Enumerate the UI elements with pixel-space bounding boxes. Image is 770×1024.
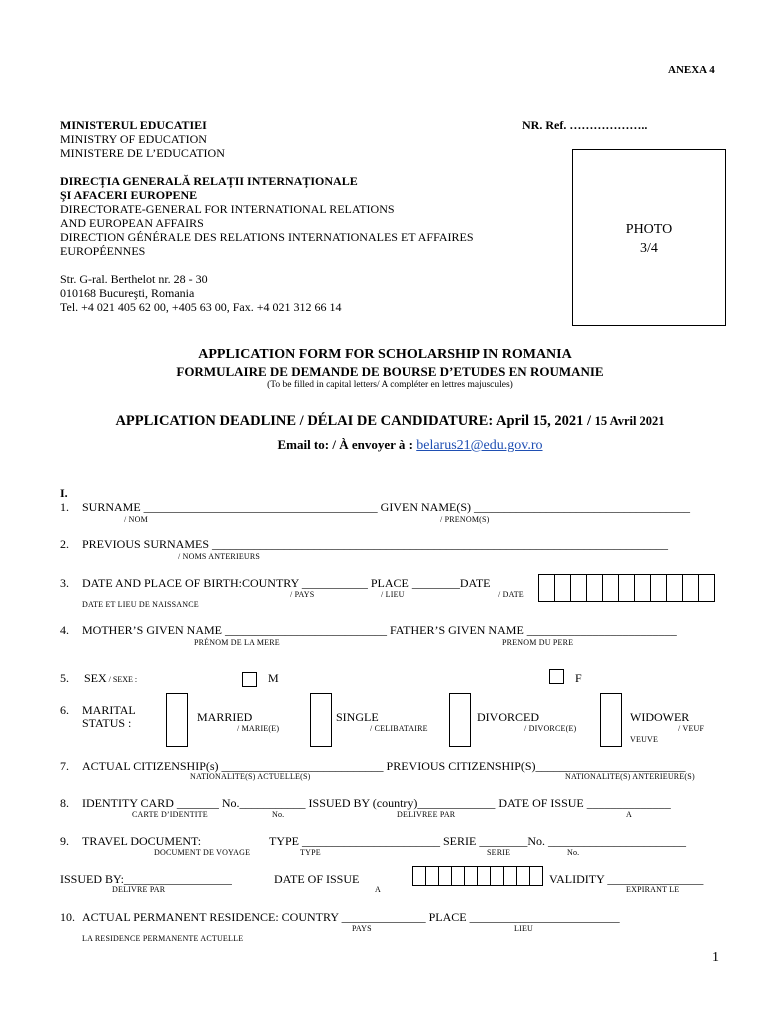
travel-type-sub: TYPE xyxy=(300,848,321,857)
field-9-num: 9. xyxy=(60,834,69,848)
directorate-ro-2: ŞI AFACERI EUROPENE xyxy=(60,188,198,202)
identity-issued-sub: DELIVREE PAR xyxy=(397,810,456,819)
issue-date-label: DATE OF ISSUE xyxy=(274,872,360,886)
field-8-num: 8. xyxy=(60,796,69,810)
deadline-label: APPLICATION DEADLINE / DÉLAI DE CANDIDATURE: April 15, 2021 / xyxy=(115,413,595,429)
ministry-en: MINISTRY OF EDUCATION xyxy=(60,132,207,146)
given-name-sub: / PRENOM(S) xyxy=(440,515,490,524)
married-box[interactable] xyxy=(166,693,188,747)
previous-citizenship-sub: NATIONALITE(S) ANTERIEURE(S) xyxy=(565,772,695,781)
field-3-num: 3. xyxy=(60,576,69,590)
email-label: Email to: / À envoyer à : xyxy=(277,437,417,452)
field-10-num: 10. xyxy=(60,910,75,924)
photo-label: PHOTO xyxy=(625,222,673,237)
validity-sub: EXPIRANT LE xyxy=(626,885,680,894)
mother-sub: PRÉNOM DE LA MERE xyxy=(194,638,280,647)
issued-by-sub: DELIVRE PAR xyxy=(112,885,166,894)
widower-label: WIDOWER xyxy=(630,710,690,724)
previous-surnames-sub: / NOMS ANTERIEURS xyxy=(178,552,261,561)
married-sub: / MARIE(E) xyxy=(237,724,280,733)
nr-ref[interactable]: NR. Ref. ……………….. xyxy=(522,118,648,132)
annex-label: ANEXA 4 xyxy=(668,64,715,76)
travel-serie-sub: SERIE xyxy=(487,848,511,857)
identity-card-field[interactable]: IDENTITY CARD _______ No.___________ ISSUED BY (country)_____________ DATE OF ISSUE ______________ xyxy=(82,796,671,810)
directorate-ro-1: DIRECȚIA GENERALĂ RELAȚII INTERNAȚIONALE xyxy=(60,174,358,188)
residence-country-sub: PAYS xyxy=(352,924,372,933)
deadline xyxy=(0,413,770,430)
ministry-fr: MINISTERE DE L’EDUCATION xyxy=(60,146,225,160)
title-fr: FORMULAIRE DE DEMANDE DE BOURSE D’ETUDES EN ROUMANIE xyxy=(176,364,604,379)
directorate-en-2: AND EUROPEAN AFFAIRS xyxy=(60,216,204,230)
birth-country-sub: / PAYS xyxy=(290,590,315,599)
identity-date-sub: A xyxy=(626,810,632,819)
married-label: MARRIED xyxy=(197,710,253,724)
field-1-num: 1. xyxy=(60,500,69,514)
residence-place-sub: LIEU xyxy=(514,924,534,933)
birth-sub: DATE ET LIEU DE NAISSANCE xyxy=(82,600,199,609)
fill-note: (To be filled in capital letters/ A compléter en lettres majuscules) xyxy=(267,380,513,390)
deadline-fr: 15 Avril 2021 xyxy=(594,414,665,428)
single-label: SINGLE xyxy=(336,710,379,724)
residence-field[interactable]: ACTUAL PERMANENT RESIDENCE: COUNTRY ______________ PLACE _________________________ xyxy=(82,910,620,924)
previous-surnames-field[interactable]: PREVIOUS SURNAMES ____________________________________________________________________________ xyxy=(82,537,669,551)
sex-label: SEX / SEXE : xyxy=(84,671,138,685)
citizenship-sub: NATIONALITE(S) ACTUELLE(S) xyxy=(190,772,311,781)
issue-date-boxes[interactable] xyxy=(412,866,543,886)
field-7-num: 7. xyxy=(60,759,69,773)
field-2-num: 2. xyxy=(60,537,69,551)
widower-box[interactable] xyxy=(600,693,622,747)
email-link[interactable]: belarus21@edu.gov.ro xyxy=(416,438,543,453)
travel-document-label: TRAVEL DOCUMENT: xyxy=(82,834,202,848)
travel-no-sub: No. xyxy=(567,848,580,857)
directorate-en-1: DIRECTORATE-GENERAL FOR INTERNATIONAL RELATIONS xyxy=(60,202,395,216)
directorate-fr-2: EUROPÉENNES xyxy=(60,244,146,258)
parents-field[interactable]: MOTHER’S GIVEN NAME ___________________________ FATHER’S GIVEN NAME _________________________ xyxy=(82,623,677,637)
birth-date-sub: / DATE xyxy=(498,590,524,599)
directorate-fr-1: DIRECTION GÉNÉRALE DES RELATIONS INTERNATIONALES ET AFFAIRES xyxy=(60,230,474,244)
sex-f-label: F xyxy=(575,671,582,685)
single-sub: / CELIBATAIRE xyxy=(370,724,428,733)
surname-sub: / NOM xyxy=(124,515,148,524)
divorced-box[interactable] xyxy=(449,693,471,747)
address-street: Str. G-ral. Berthelot nr. 28 - 30 xyxy=(60,272,208,286)
title-en: APPLICATION FORM FOR SCHOLARSHIP IN ROMANIA xyxy=(198,347,572,362)
divorced-sub: / DIVORCE(E) xyxy=(524,724,577,733)
identity-card-sub: CARTE D’IDENTITE xyxy=(132,810,208,819)
father-sub: PRENOM DU PERE xyxy=(502,638,574,647)
identity-no-sub: No. xyxy=(272,810,285,819)
field-6-num: 6. xyxy=(60,703,69,717)
marital-label-2: STATUS : xyxy=(82,716,132,730)
sex-m-label: M xyxy=(268,671,279,685)
marital-label-1: MARITAL xyxy=(82,703,136,717)
widower-sub: / VEUF xyxy=(678,724,705,733)
issue-date-sub: A xyxy=(375,885,381,894)
residence-sub: LA RESIDENCE PERMANENTE ACTUELLE xyxy=(82,934,244,943)
page-number: 1 xyxy=(712,950,719,965)
surname-field[interactable]: SURNAME _______________________________________ GIVEN NAME(S) ____________________________________ xyxy=(82,500,690,514)
sex-f-checkbox[interactable] xyxy=(549,669,564,684)
birth-field[interactable]: DATE AND PLACE OF BIRTH:COUNTRY ___________ PLACE ________DATE xyxy=(82,576,491,590)
photo-box[interactable] xyxy=(572,149,726,326)
email-line xyxy=(0,437,770,454)
birth-date-boxes[interactable] xyxy=(538,574,715,602)
citizenship-field[interactable]: ACTUAL CITIZENSHIP(s) ___________________________ PREVIOUS CITIZENSHIP(S)_________________________ xyxy=(82,759,686,773)
travel-document-sub: DOCUMENT DE VOYAGE xyxy=(154,848,251,857)
validity-field[interactable]: VALIDITY ________________ xyxy=(549,872,704,886)
single-box[interactable] xyxy=(310,693,332,747)
photo-size: 3/4 xyxy=(640,241,658,256)
sex-m-checkbox[interactable] xyxy=(242,672,257,687)
divorced-label: DIVORCED xyxy=(477,710,539,724)
address-city: 010168 Bucureşti, Romania xyxy=(60,286,195,300)
field-4-num: 4. xyxy=(60,623,69,637)
birth-place-sub: / LIEU xyxy=(381,590,405,599)
ministry-ro: MINISTERUL EDUCATIEI xyxy=(60,118,207,132)
travel-document-field[interactable]: TYPE _______________________ SERIE ________No. _______________________ xyxy=(269,834,686,848)
field-5-num: 5. xyxy=(60,671,69,685)
widower-sub-2: VEUVE xyxy=(630,735,659,744)
issued-by-field[interactable]: ISSUED BY:__________________ xyxy=(60,872,232,886)
section-label: I. xyxy=(60,486,68,500)
address-phone: Tel. +4 021 405 62 00, +405 63 00, Fax. +4 021 312 66 14 xyxy=(60,300,342,314)
